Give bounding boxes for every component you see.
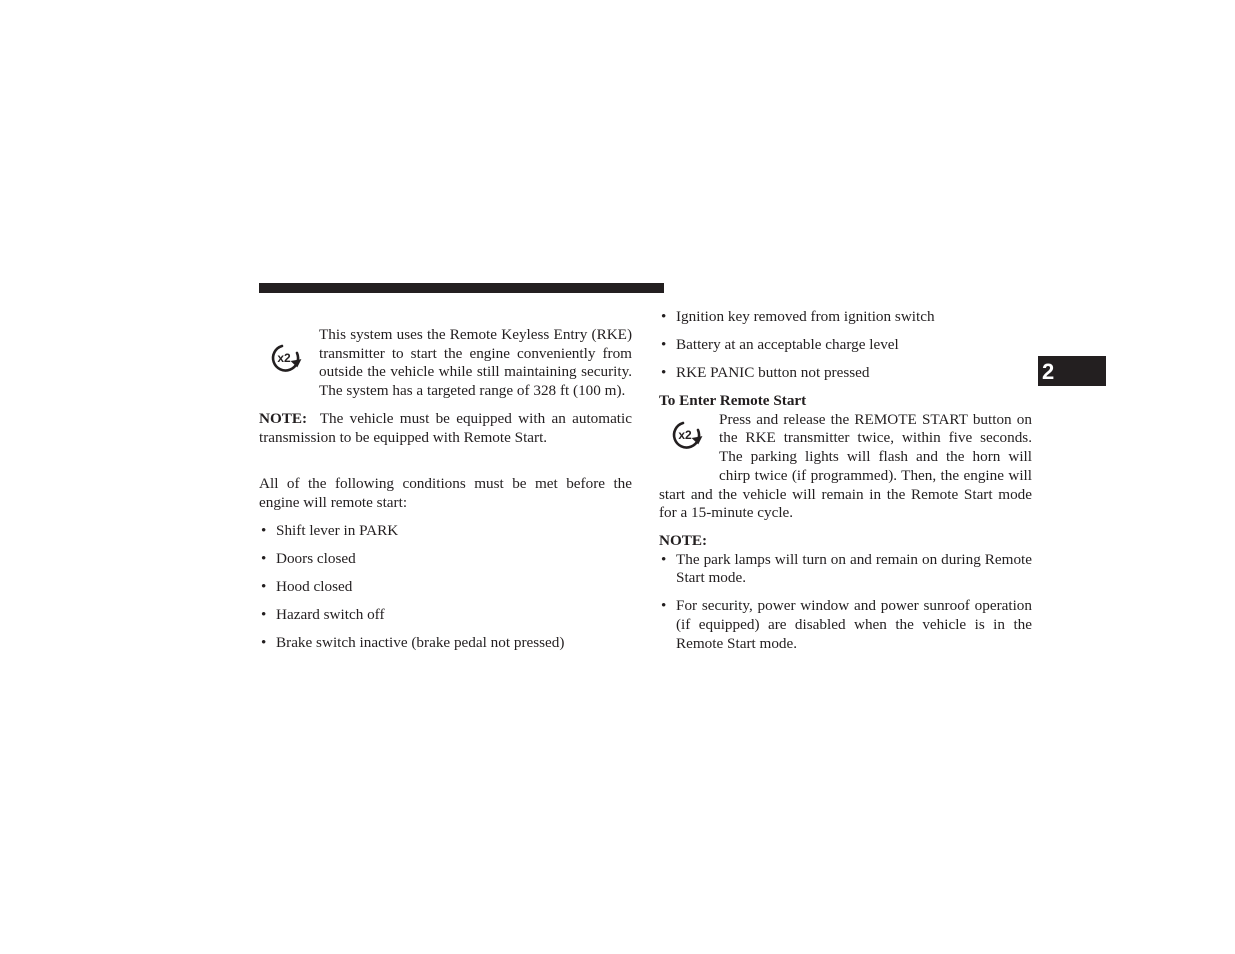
remote-start-x2-icon <box>659 411 719 475</box>
intro-block <box>259 326 632 401</box>
list-item: • Shift lever in PARK <box>259 522 632 541</box>
chapter-number: 2 <box>1042 359 1055 384</box>
list-item: • RKE PANIC button not pressed <box>659 364 1032 383</box>
note-label: NOTE: <box>659 531 708 549</box>
section-top-rule <box>259 283 664 293</box>
intro-text: This system uses the Remote Keyless Entry (RKE) transmitter to start the engine conveniently from outside the vehicle while still maintaining security. The system has a targeted range of 328 ft (100 m). <box>319 326 632 400</box>
chapter-tab <box>1038 356 1106 386</box>
enter-remote-start-block <box>659 411 1032 523</box>
right-column <box>659 308 1032 663</box>
transmission-note <box>259 410 632 447</box>
remote-start-x2-icon-graphic <box>269 342 305 376</box>
notes-list <box>659 551 1032 654</box>
remote-start-icon-label: x2 <box>277 351 291 365</box>
list-item: • Battery at an acceptable charge level <box>659 336 1032 355</box>
list-item: • Hood closed <box>259 578 632 597</box>
conditions-list-continued <box>659 308 1032 383</box>
list-item: • For security, power window and power sunroof operation (if equipped) are disabled when the vehicle is in the Remote Start mode. <box>659 597 1032 653</box>
list-item: • Brake switch inactive (brake pedal not pressed) <box>259 634 632 653</box>
remote-start-x2-icon <box>259 326 319 390</box>
list-item: • Ignition key removed from ignition switch <box>659 308 1032 327</box>
note-label: NOTE: <box>259 409 308 427</box>
conditions-list <box>259 522 632 653</box>
conditions-intro: All of the following conditions must be met before the engine will remote start: <box>259 475 632 511</box>
list-item: • Doors closed <box>259 550 632 569</box>
note-text: The vehicle must be equipped with an automatic transmission to be equipped with Remote Start. <box>259 409 632 446</box>
remote-start-icon-label: x2 <box>678 427 692 442</box>
left-column <box>259 326 632 662</box>
list-item: • Hazard switch off <box>259 606 632 625</box>
remote-start-x2-icon-graphic <box>670 419 706 453</box>
section-heading: To Enter Remote Start <box>659 392 807 409</box>
enter-remote-start-text: Press and release the REMOTE START button on the RKE transmitter twice, within five seconds. The parking lights will flash and the horn will chirp twice (if programmed). Then, the engine will start and the vehicle will remain in the Remote Start mode for a 15-minute cycle. <box>659 410 1032 522</box>
list-item: • The park lamps will turn on and remain on during Remote Start mode. <box>659 551 1032 588</box>
